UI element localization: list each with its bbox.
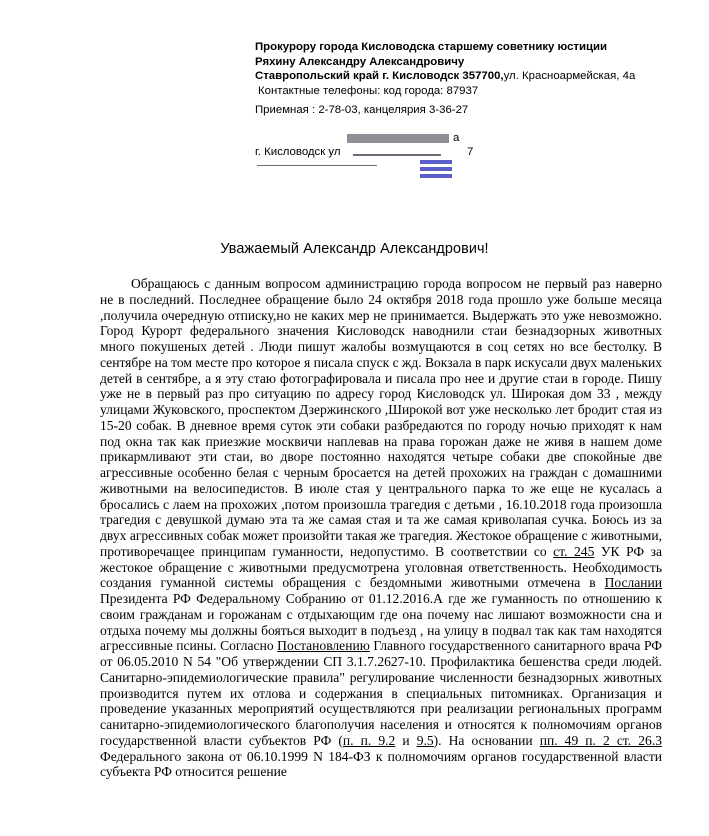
text-run: УК РФ за жестокое обращение с животными предусмотрена уголовная ответственность. Необходимость создания гуманной системы обращения с бездомными животными отмечена в [100, 543, 662, 591]
redaction-bar-4 [420, 174, 452, 178]
text-run: ). На основании [433, 732, 540, 748]
redaction-bar-3 [420, 167, 452, 171]
addressee-line-1: Прокурору города Кисловодска старшему советнику юстиции [255, 41, 608, 53]
link-postanovlenie[interactable]: Постановлению [277, 638, 370, 654]
text-run: и [395, 732, 417, 748]
text-run: Федерального закона от 06.10.1999 N 184-ФЗ к полномочиям органов государственной власти субъекта РФ относится решение [100, 748, 662, 780]
link-clause-9-5[interactable]: 9.5 [416, 732, 434, 748]
contact-phones: Контактные телефоны: код города: 87937 [258, 84, 479, 97]
sender-block [255, 130, 515, 190]
redaction-smudge-1 [353, 154, 441, 156]
text-run: Президента РФ Федеральному Собранию от 01.12.2016.А где же гуманность по отношению к своим гражданам и горожанам с отдыхающим где она почему нас лишают возможности сна и отдыха почему мы должны бояться выходит в подъезд , на улицу в подвал так как там находятся агрессивные псины. Согласно [100, 591, 662, 654]
text-run: Главного государственного санитарного врача РФ от 06.05.2010 N 54 "Об утверждении СП 3.1.7.2627-10. Профилактика бешенства среди людей. Санитарно-эпидемиологические правила" регулирование численности безнадзорных животных производится путем их отлова и содержания в специальных питомниках. Организация и проведение указанных мероприятий осуществляются при реализации региональных программ санитарно-эпидемиологического благополучия населения и относятся к полномочиям органов государственной власти субъектов РФ ( [100, 638, 662, 748]
link-article-26-3[interactable]: пп. 49 п. 2 ст. 26.3 [539, 732, 662, 748]
sender-house-number: 7 [467, 146, 474, 158]
redaction-bar-2 [420, 160, 452, 164]
link-poslanie[interactable]: Послании [604, 575, 662, 591]
reception-phones: Приемная : 2-78-03, канцелярия 3-36-27 [255, 104, 469, 117]
text-run: Обращаюсь с данным вопросом администрацию города вопросом не первый раз наверно не в последний. Последнее обращение было 24 октября 2018 года прошло уже больше месяца ,получила очередную отписку,но не каких мер не принимается. Выдержать это уже невозможно. Город Курорт федерального значения Кисловодск наводнили стаи безнадзорных животных много покушеных детей . Люди пишут жалобы возмущаются в соц сетях но все бестолку. В сентябре на том месте про которое я писала спуск с жд. Вокзала в парк искусали двух маленьких детей в сентябре, а я эту стаю фотографировала и писала про нее и другие стаи в городе. Пишу уже не в первый раз про ситуацию по адресу город Кисловодск ул. Широкая дом 33 , между улицами Жуковского, проспектом Дзержинского ,Широкой вот уже несколько лет бродит стая из 15-20 собак. В дневное время суток эти собаки разбредаются по городу ночью приходят к нам под окна так как приезжие москвичи наплевав на права горожан даже не живя в нашем доме прикармливают эти стаи, во дворе постоянно находятся четыре собаки две спокойные две агрессивные особенно белая с черным бросается на детей прохожих на граждан с домашними животными на велосипедистов. В июле стая у центрального парка то же еще не кусалась а бросались с лаем на прохожих ,потом произошла трагедия с детьми , 16.10.2018 года произошла трагедия с девушкой думаю эта та же самая стая и та же самая криволапая сучка. Боюсь из за двух агрессивных собак может произойти такая же трагедия. Жестокое обращение с животными, противоречащее принципам гуманности, недопустимо. В соответствии со [100, 276, 662, 559]
address-street: ул. Красноармейская, 4а [503, 70, 636, 83]
link-clause-9-2[interactable]: п. п. 9.2 [342, 732, 396, 748]
redaction-bar-1 [347, 134, 449, 143]
link-article-245[interactable]: ст. 245 [553, 543, 595, 559]
sender-letter: а [453, 132, 460, 144]
addressee-block [255, 40, 675, 118]
letter-body [100, 276, 662, 780]
addressee-address [255, 69, 675, 84]
letter-paragraph [100, 276, 662, 780]
redaction-smudge-2 [257, 165, 377, 166]
addressee-line-2: Ряхину Александру Александровичу [255, 55, 465, 68]
greeting: Уважаемый Александр Александрович! [220, 241, 489, 257]
sender-address: г. Кисловодск ул [255, 146, 341, 158]
address-bold: Ставропольский край г. Кисловодск 357700, [255, 70, 504, 83]
